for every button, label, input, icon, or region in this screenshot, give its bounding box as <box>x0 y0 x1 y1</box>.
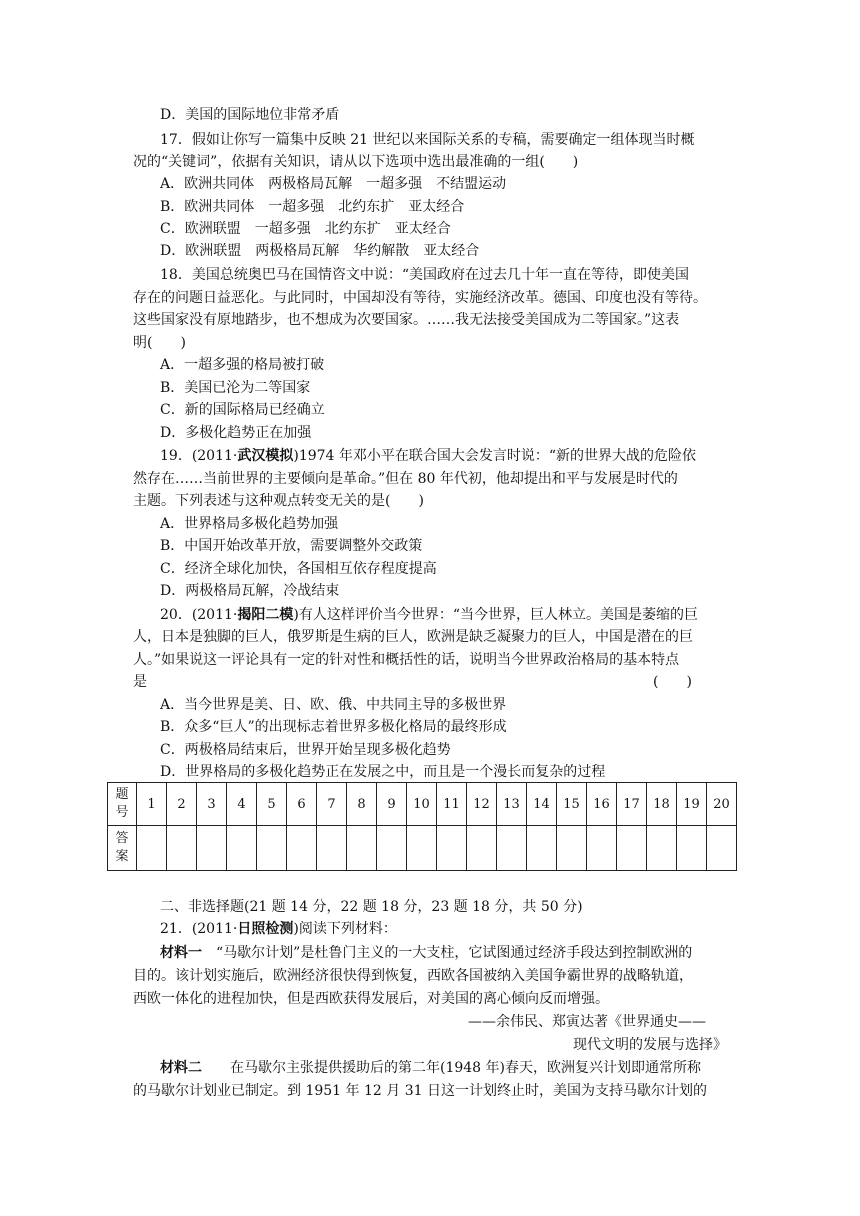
q21-source: 日照检测 <box>237 921 294 937</box>
table-cell-number: 11 <box>437 783 467 826</box>
table-cell-number: 5 <box>257 783 287 826</box>
q19-source: 武汉模拟 <box>237 448 294 464</box>
answer-cell[interactable] <box>557 826 587 871</box>
answer-cell[interactable] <box>617 826 647 871</box>
table-cell-number: 4 <box>227 783 257 826</box>
answer-cell[interactable] <box>257 826 287 871</box>
q19-option-a: A．世界格局多极化趋势加强 <box>160 516 339 532</box>
answer-table-answer-row <box>108 826 737 871</box>
q20-stem-2: 人，日本是独脚的巨人，俄罗斯是生病的巨人，欧洲是缺乏凝聚力的巨人，中国是潜在的巨 <box>133 629 693 645</box>
q20-source: 揭阳二模 <box>237 607 294 623</box>
q19-stem-3: 主题。下列表述与这种观点转变无关的是( ) <box>133 493 424 509</box>
answer-cell[interactable] <box>677 826 707 871</box>
q18-option-c: C．新的国际格局已经确立 <box>160 402 325 418</box>
q18-option-d: D．多极化趋势正在加强 <box>160 425 312 441</box>
number-header-cell: 题 号 <box>108 783 137 826</box>
answer-cell[interactable] <box>167 826 197 871</box>
section-title-nonchoice: 二、非选择题(21 题 14 分，22 题 18 分，23 题 18 分，共 50 分) <box>160 899 583 915</box>
q21-stem <box>160 919 760 940</box>
q16-option-d: D．美国的国际地位非常矛盾 <box>160 107 340 123</box>
q17-option-d: D．欧洲联盟 两极格局瓦解 华约解散 亚太经合 <box>160 243 480 259</box>
material-1-citation-2: 现代文明的发展与选择》 <box>573 1037 727 1053</box>
q18-stem-4: 明( ) <box>133 335 186 351</box>
answer-cell[interactable] <box>497 826 527 871</box>
q19-text: )1974 年邓小平在联合国大会发言时说：“新的世界大战的危险依 <box>293 448 697 464</box>
q17-option-a: A．欧洲共同体 两极格局瓦解 一超多强 不结盟运动 <box>160 176 507 192</box>
q18-stem-3: 这些国家没有原地踏步，也不想成为次要国家。……我无法接受美国成为二等国家。”这表 <box>133 312 680 328</box>
material-2-text: 在马歇尔主张提供援助后的第二年(1948 年)春天，欧洲复兴计划即通常所称 <box>202 1060 702 1076</box>
table-cell-number: 9 <box>377 783 407 826</box>
q18-option-a: A．一超多强的格局被打破 <box>160 357 325 373</box>
answer-table-number-row <box>108 783 737 826</box>
q18-option-b: B．美国已沦为二等国家 <box>160 380 311 396</box>
q18-stem-2: 存在的问题日益恶化。与此同时，中国却没有等待，实施经济改革。德国、印度也没有等待。 <box>133 290 707 306</box>
answer-cell[interactable] <box>707 826 737 871</box>
answer-cell[interactable] <box>197 826 227 871</box>
material-1-line-3: 西欧一体化的进程加快，但是西欧获得发展后，对美国的离心倾向反而增强。 <box>133 991 609 1007</box>
table-cell-number: 8 <box>347 783 377 826</box>
answer-cell[interactable] <box>287 826 317 871</box>
table-cell-number: 2 <box>167 783 197 826</box>
q19-option-c: C．经济全球化加快，各国相互依存程度提高 <box>160 561 437 577</box>
q20-number: 20．(2011· <box>160 607 238 623</box>
q20-option-d: D．世界格局的多极化趋势正在发展之中，而且是一个漫长而复杂的过程 <box>160 764 606 780</box>
table-cell-number: 6 <box>287 783 317 826</box>
table-cell-number: 15 <box>557 783 587 826</box>
q21-text: )阅读下列材料： <box>293 921 397 937</box>
q17-option-c: C．欧洲联盟 一超多强 北约东扩 亚太经合 <box>160 221 451 237</box>
q20-option-c: C．两极格局结束后，世界开始呈现多极化趋势 <box>160 742 451 758</box>
answer-cell[interactable] <box>587 826 617 871</box>
q18-stem-1: 18．美国总统奥巴马在国情咨文中说：“美国政府在过去几十年一直在等待，即使美国 <box>160 267 689 283</box>
material-1-label: 材料一 <box>160 945 202 961</box>
table-cell-number: 10 <box>407 783 437 826</box>
table-cell-number: 12 <box>467 783 497 826</box>
q19-option-b: B．中国开始改革开放，需要调整外交政策 <box>160 538 423 554</box>
material-2-label: 材料二 <box>160 1060 202 1076</box>
table-cell-number: 20 <box>707 783 737 826</box>
q20-option-a: A．当今世界是美、日、欧、俄、中共同主导的多极世界 <box>160 697 507 713</box>
material-2-line-2: 的马歇尔计划业已制定。到 1951 年 12 月 31 日这一计划终止时，美国为支持马歇尔计划的 <box>133 1083 707 1099</box>
q19-option-d: D．两极格局瓦解，冷战结束 <box>160 583 340 599</box>
q17-stem-1: 17．假如让你写一篇集中反映 21 世纪以来国际关系的专稿，需要确定一组体现当时概 <box>160 132 695 148</box>
q17-stem-2: 况的“关键词”，依据有关知识，请从以下选项中选出最准确的一组( ) <box>133 154 579 170</box>
table-cell-number: 3 <box>197 783 227 826</box>
q20-stem-4: 是 <box>133 674 147 690</box>
answer-cell[interactable] <box>527 826 557 871</box>
q21-number: 21．(2011· <box>160 921 238 937</box>
answer-cell[interactable] <box>227 826 257 871</box>
answer-header-cell: 答 案 <box>108 826 137 871</box>
answer-cell[interactable] <box>347 826 377 871</box>
answer-cell[interactable] <box>467 826 497 871</box>
table-cell-number: 18 <box>647 783 677 826</box>
q19-stem-2: 然存在……当前世界的主要倾向是革命。”但在 80 年代初，他却提出和平与发展是时代的 <box>133 471 678 487</box>
answer-table <box>107 782 737 871</box>
table-cell-number: 7 <box>317 783 347 826</box>
q20-stem-3: 人。”如果说这一评论具有一定的针对性和概括性的话，说明当今世界政治格局的基本特点 <box>133 652 680 668</box>
q20-option-b: B．众多“巨人”的出现标志着世界多极化格局的最终形成 <box>160 719 507 735</box>
answer-cell[interactable] <box>437 826 467 871</box>
material-1-citation-1: ——余伟民、郑寅达著《世界通史—— <box>468 1014 706 1030</box>
table-cell-number: 14 <box>527 783 557 826</box>
q20-text: )有人这样评价当今世界：“当今世界，巨人林立。美国是萎缩的巨 <box>293 607 698 623</box>
table-cell-number: 19 <box>677 783 707 826</box>
answer-cell[interactable] <box>407 826 437 871</box>
table-cell-number: 13 <box>497 783 527 826</box>
material-1-line-1 <box>160 943 760 964</box>
answer-cell[interactable] <box>647 826 677 871</box>
table-cell-number: 1 <box>137 783 167 826</box>
q19-number: 19．(2011· <box>160 448 238 464</box>
material-2-line-1 <box>160 1058 760 1079</box>
material-1-text: “马歇尔计划”是杜鲁门主义的一大支柱，它试图通过经济手段达到控制欧洲的 <box>202 945 693 961</box>
q20-answer-blank: ( ) <box>653 674 692 690</box>
answer-cell[interactable] <box>317 826 347 871</box>
q20-stem-1 <box>160 605 760 626</box>
q17-option-b: B．欧洲共同体 一超多强 北约东扩 亚太经合 <box>160 199 465 215</box>
answer-cell[interactable] <box>137 826 167 871</box>
q19-stem-1 <box>160 446 760 467</box>
table-cell-number: 17 <box>617 783 647 826</box>
table-cell-number: 16 <box>587 783 617 826</box>
answer-cell[interactable] <box>377 826 407 871</box>
material-1-line-2: 目的。该计划实施后，欧洲经济很快得到恢复，西欧各国被纳入美国争霸世界的战略轨道， <box>133 968 693 984</box>
